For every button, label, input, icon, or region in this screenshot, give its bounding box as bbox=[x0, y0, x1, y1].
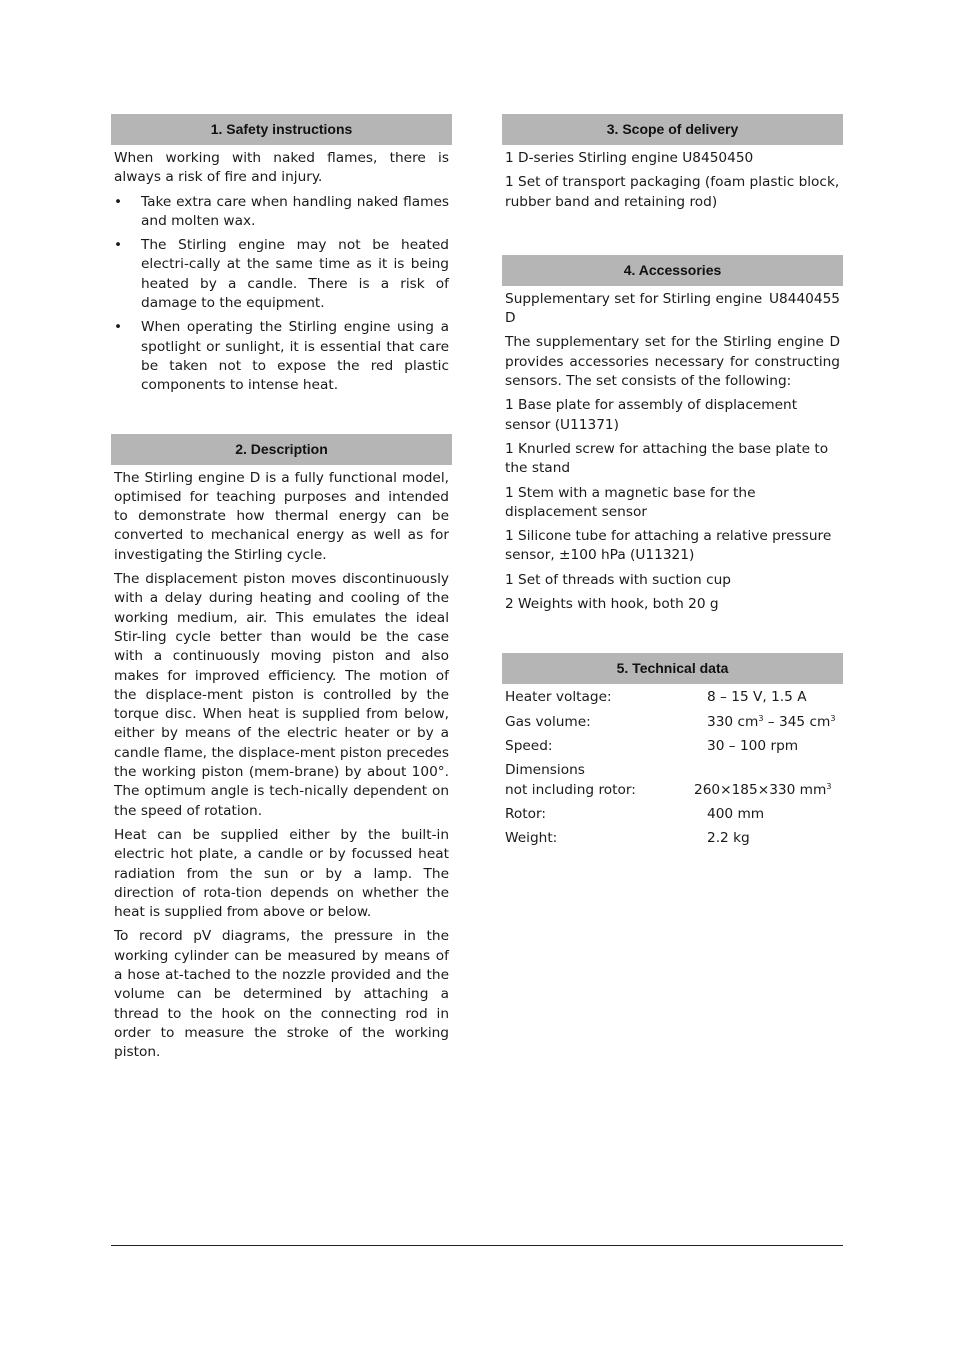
tech-value: 2.2 kg bbox=[707, 830, 750, 847]
gas-value-a: 330 cm bbox=[707, 713, 759, 730]
section-body-safety bbox=[111, 145, 452, 396]
section-scope bbox=[502, 114, 843, 212]
section-safety bbox=[111, 114, 452, 396]
scope-item: 1 D-series Stirling engine U8450450 bbox=[505, 150, 754, 166]
description-paragraph: Heat can be supplied either by the built-in electric hot plate, a candle or by focussed heat radiation from the sun or by a lamp. The direction of rota-tion depends on whether the heat is supplied from above or below. bbox=[114, 826, 449, 921]
gas-value-b: – 345 cm bbox=[763, 713, 831, 730]
tech-label-group bbox=[505, 761, 707, 800]
safety-bullet bbox=[114, 318, 449, 395]
safety-bullet-text: The Stirling engine may not be heated electri-cally at the same time as it is being heated by a candle. There is a risk of damage to the equipment. bbox=[141, 237, 449, 312]
tech-row-dimensions bbox=[505, 761, 840, 800]
safety-bullet bbox=[114, 236, 449, 313]
section-accessories bbox=[502, 255, 843, 614]
accessory-set-line bbox=[505, 290, 840, 329]
tech-value: 8 – 15 V, 1.5 A bbox=[707, 689, 807, 706]
accessory-item: 1 Base plate for assembly of displacement sensor (U11371) bbox=[505, 397, 798, 433]
section-title-safety: 1. Safety instructions bbox=[111, 114, 452, 145]
scope-item: 1 Set of transport packaging (foam plastic block, rubber band and retaining rod) bbox=[505, 174, 840, 210]
description-paragraph: The Stirling engine D is a fully functional model, optimised for teaching purposes and intended to demonstrate how thermal energy can be converted to mechanical energy as well as for investigating the Stirling cycle. bbox=[114, 469, 449, 563]
section-technical bbox=[502, 653, 843, 848]
bullet-icon: • bbox=[114, 237, 123, 254]
accessory-item: 1 Knurled screw for attaching the base plate to the stand bbox=[505, 440, 829, 477]
section-body-scope bbox=[502, 145, 843, 212]
gas-sup-b: 3 bbox=[830, 713, 836, 723]
safety-bullet-text: When operating the Stirling engine using a spotlight or sunlight, it is essential that care be taken not to expose the red plastic components to intense heat. bbox=[141, 319, 449, 394]
tech-row-gas bbox=[505, 713, 840, 732]
safety-bullet bbox=[114, 193, 449, 232]
description-paragraph: To record pV diagrams, the pressure in the working cylinder can be measured by means of a hose at-tached to the nozzle provided and the volume can be determined by attaching a thread to the hook on the connecting rod in order to measure the stroke of the working piston. bbox=[114, 928, 449, 1061]
gas-sup-a: 3 bbox=[758, 713, 764, 723]
tech-value: 400 mm bbox=[707, 805, 765, 822]
footer-divider bbox=[111, 1245, 843, 1246]
tech-label: Dimensions bbox=[505, 762, 585, 779]
safety-bullet-text: Take extra care when handling naked flames and molten wax. bbox=[141, 193, 449, 229]
section-title-description: 2. Description bbox=[111, 434, 452, 465]
accessory-item: 1 Silicone tube for attaching a relative pressure sensor, ±100 hPa (U11321) bbox=[505, 528, 832, 564]
accessory-item: 1 Stem with a magnetic base for the displacement sensor bbox=[505, 484, 756, 520]
bullet-icon: • bbox=[114, 193, 123, 210]
tech-row-weight bbox=[505, 829, 840, 848]
left-column bbox=[111, 114, 452, 1067]
dimensions-sup: 3 bbox=[826, 781, 832, 791]
safety-intro: When working with naked flames, there is always a risk of fire and injury. bbox=[114, 150, 449, 186]
tech-label: Rotor: bbox=[505, 805, 547, 822]
tech-sublabel: not including rotor: bbox=[505, 781, 636, 798]
bullet-icon: • bbox=[114, 319, 123, 336]
tech-value: 30 – 100 rpm bbox=[707, 737, 799, 754]
tech-value bbox=[694, 781, 840, 800]
tech-row-rotor bbox=[505, 805, 840, 824]
right-column bbox=[502, 114, 843, 853]
section-body-accessories bbox=[502, 286, 843, 614]
tech-value bbox=[707, 713, 840, 732]
accessory-item: 1 Set of threads with suction cup bbox=[505, 571, 731, 588]
description-paragraph: The displacement piston moves discontinuously with a delay during heating and cooling of the working medium, air. This emulates the ideal Stir-ling cycle better than would be the case with a continuously moving piston and also makes for improved efficiency. The motion of the displace-ment piston is controlled by the torque disc. When heat is supplied from below, either by means of the electric heater or by a candle flame, the displace-ment piston precedes the working piston (mem-brane) by about 100°. The optimum angle is tech-nically dependent on the speed of rotation. bbox=[114, 571, 449, 819]
tech-label: Gas volume: bbox=[505, 713, 591, 730]
tech-label: Speed: bbox=[505, 737, 553, 754]
section-body-description bbox=[111, 465, 452, 1063]
accessory-set-number: U8440455 bbox=[769, 290, 840, 307]
accessory-item: 2 Weights with hook, both 20 g bbox=[505, 596, 719, 613]
section-title-scope: 3. Scope of delivery bbox=[502, 114, 843, 145]
tech-row-heater bbox=[505, 688, 840, 707]
tech-label: Heater voltage: bbox=[505, 689, 612, 706]
section-title-accessories: 4. Accessories bbox=[502, 255, 843, 286]
accessory-set-name: Supplementary set for Stirling engine D bbox=[505, 290, 763, 327]
safety-bullet-list bbox=[114, 193, 449, 396]
dimensions-value: 260×185×330 mm bbox=[694, 781, 827, 798]
accessories-intro: The supplementary set for the Stirling engine D provides accessories necessary for constructing sensors. The set consists of the following: bbox=[505, 334, 840, 390]
section-title-technical: 5. Technical data bbox=[502, 653, 843, 684]
tech-row-speed bbox=[505, 737, 840, 756]
section-description bbox=[111, 434, 452, 1063]
section-body-technical bbox=[502, 684, 843, 848]
tech-label: Weight: bbox=[505, 830, 558, 847]
